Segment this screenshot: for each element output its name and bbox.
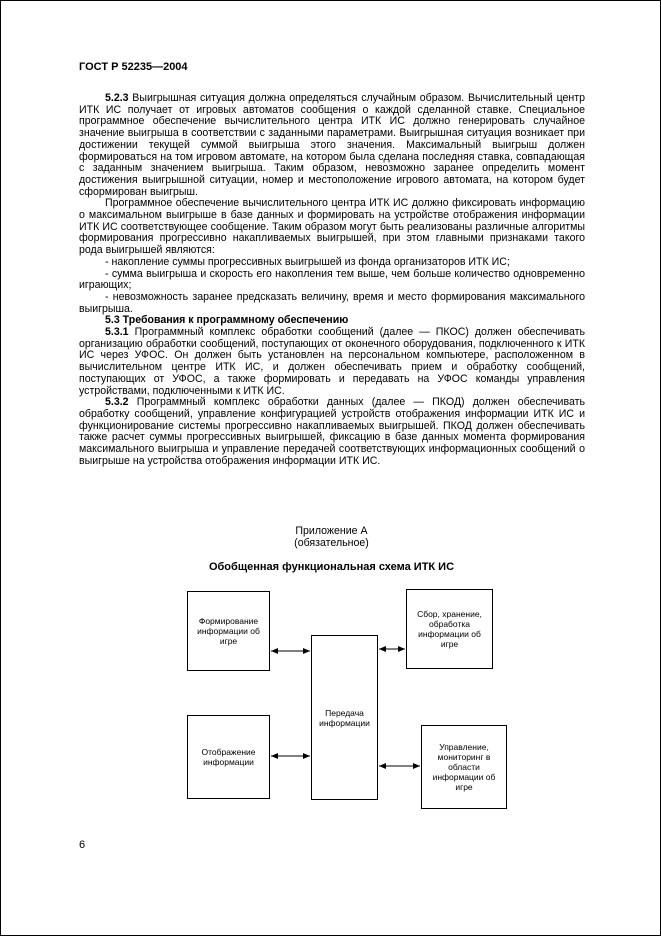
paragraph-software: Программное обеспечение вычислительного центра ИТК ИС должно фиксировать информацию о максимальном выигрыше в базе данных и формировать на устройстве отображения информации ИТК ИС соответствующее сообщение. Таким образом могут быть реализованы различные алгоритмы формирования прогрессивно накапливаемых выигрышей, при этом главными признаками такого рода выигрышей являются: xyxy=(79,197,585,257)
bullet-item-2: - сумма выигрыша и скорость его накопления тем выше, чем больше количество одновременно играющих; xyxy=(79,267,585,292)
document-body xyxy=(79,93,585,468)
bullet-item-3: - невозможность заранее предсказать величину, время и место формирования максимального выигрыша. xyxy=(79,290,585,315)
diagram-box-label: Формирование информации об игре xyxy=(197,616,260,646)
diagram-box-label: Управление, мониторинг в области информации об игре xyxy=(432,742,496,792)
paragraph-5-3-2 xyxy=(79,397,585,467)
diagram-box-collect-store-process xyxy=(406,589,493,669)
bullet-item-1: - накопление суммы прогрессивных выигрышей из фонда организаторов ИТК ИС; xyxy=(105,255,510,268)
appendix-label: Приложение А xyxy=(295,525,368,537)
clause-text-5-2-3: Выигрышная ситуация должна определяться случайным образом. Вычислительный центр ИТК ИС получает от игровых автоматов сообщения о каждой сделанной ставке. Специальное программное обеспечение вычислительного центра ИТК ИС должно генерировать случайное значение выигрыша в соответствии с заданными параметрами. Выигрышная ситуация возникает при достижении текущей суммой выигрыша этого значения. Максимальный выигрыш должен формироваться на том игровом автомате, на котором была сделана последняя ставка, совпадающая с заданным значением выигрыша. Таким образом, невозможно заранее определить момент достижения выигрышной ситуации, номер и местоположение игрового автомата, на котором будет сформирован выигрыш. xyxy=(79,92,585,198)
section-heading-5-3: 5.3 Требования к программному обеспечению xyxy=(105,314,349,327)
diagram-box-label: Отображение информации xyxy=(201,747,256,767)
clause-text-5-3-1: Программный комплекс обработки сообщений (далее — ПКОС) должен обеспечивать организацию обработки сообщений, поступающих от оконечного оборудования, подключенного к ИТК ИС через УФОС. Он должен быть установлен на персональном компьютере, расположенном в вычислительном центре ИТК ИС, и должен обеспечивать прием и обработку сообщений, поступающих от УФОС, а также формировать и передавать на УФОС команды управления устройствами, подключенными к ИТК ИС. xyxy=(79,326,585,397)
functional-diagram xyxy=(1,586,661,831)
appendix-heading xyxy=(1,525,661,549)
diagram-box-label: Передача информации xyxy=(319,707,370,728)
clause-text-5-3-2: Программный комплекс обработки данных (далее — ПКОД) должен обеспечивать обработку сообщений, управление конфигурацией устройств отображения информации ИТК ИС и функционирование системы прогрессивно накапливаемых выигрышей. ПКОД должен обеспечивать также расчет суммы прогрессивных выигрышей, фиксацию в базе данных момента формирования максимального выигрыша и управление передачей соответствующих информационных сообщений о выигрыше на устройства отображения информации ИТК ИС. xyxy=(79,396,585,467)
paragraph-5-3-1 xyxy=(79,327,585,397)
diagram-box-information-transfer xyxy=(311,635,378,800)
appendix-title: Обобщенная функциональная схема ИТК ИС xyxy=(208,561,455,573)
diagram-box-management-monitoring xyxy=(421,725,507,809)
diagram-box-information-display xyxy=(187,715,270,799)
diagram-box-label: Сбор, хранение, обработка информации об игре xyxy=(417,609,482,649)
paragraph-5-2-3 xyxy=(79,93,585,198)
page-number: 6 xyxy=(79,839,86,851)
diagram-box-information-forming xyxy=(187,591,270,671)
clause-number-5-2-3: 5.2.3 xyxy=(105,92,129,104)
clause-number-5-3-2: 5.3.2 xyxy=(105,396,129,409)
document-code: ГОСТ Р 52235—2004 xyxy=(79,61,188,73)
appendix-sublabel: (обязательное) xyxy=(294,537,369,549)
clause-number-5-3-1: 5.3.1 xyxy=(105,326,129,339)
